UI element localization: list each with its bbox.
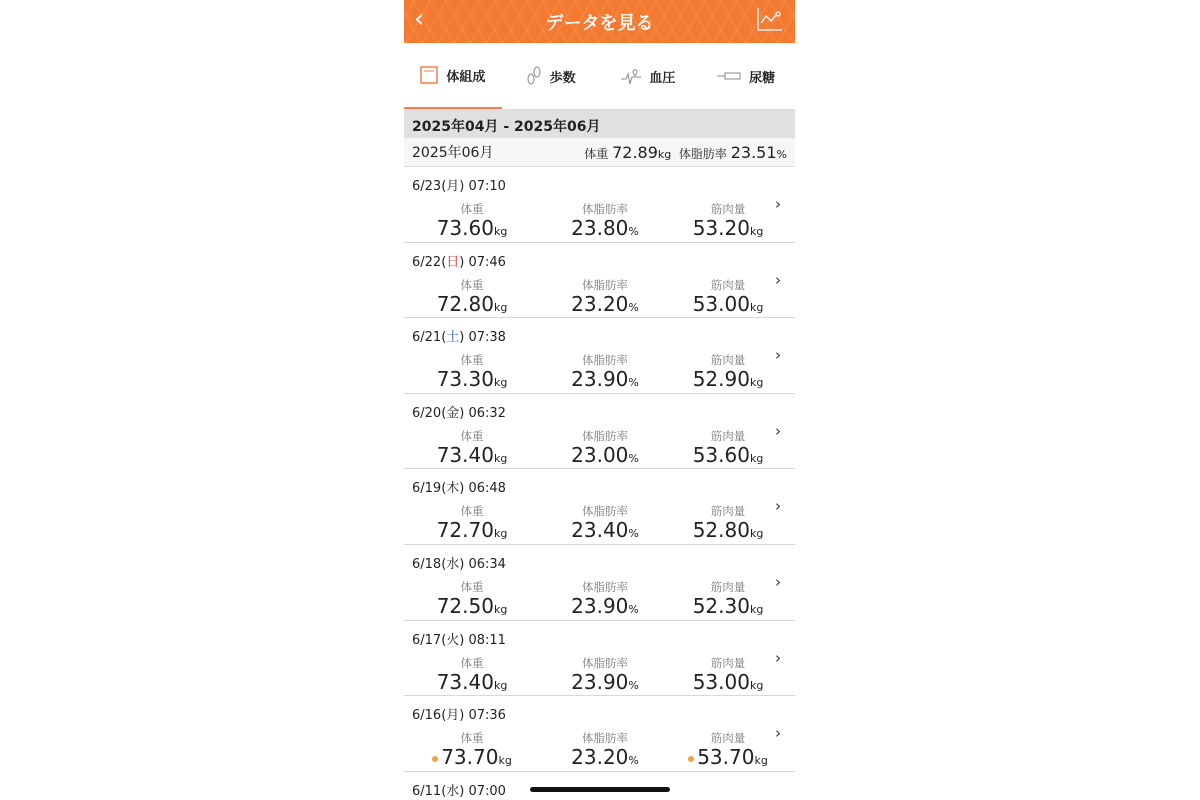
time-text: ) 06:48 (459, 481, 506, 497)
metric-m (668, 277, 788, 319)
unit: kg (749, 376, 764, 390)
list-item[interactable] (404, 772, 795, 798)
graph-icon[interactable] (757, 7, 783, 31)
metric-label: 体脂肪率 (582, 731, 628, 746)
entry-date (412, 326, 506, 345)
entry-date (412, 477, 506, 496)
metric-label: 体重 (460, 428, 484, 443)
metric-label: 体脂肪率 (582, 428, 628, 443)
metric-m (668, 201, 788, 243)
metric-value: 23.90 (571, 367, 629, 392)
list-item[interactable] (404, 318, 795, 394)
metric-w (412, 579, 532, 621)
chevron-right-icon[interactable]: › (775, 421, 781, 440)
weekday: 木 (446, 481, 460, 497)
metric-label: 筋肉量 (710, 202, 746, 216)
avg-fat: 23.51 (730, 142, 777, 162)
metric-value: 23.90 (571, 593, 629, 618)
weekday: 月 (446, 708, 460, 724)
metric-m (668, 579, 788, 621)
metric-value: 73.70 (441, 745, 499, 770)
unit: kg (493, 225, 508, 238)
metric-value: 53.00 (692, 291, 750, 316)
metric-value: 53.00 (692, 669, 750, 694)
metric-value: 23.00 (571, 442, 629, 467)
test-strip-icon (717, 72, 741, 80)
date-text: 6/19( (412, 481, 447, 497)
time-text: ) 07:00 (459, 783, 506, 799)
metric-label: 筋肉量 (710, 655, 746, 670)
list-item[interactable] (404, 545, 795, 621)
date-text: 6/11( (412, 783, 447, 799)
unit: kg (749, 451, 764, 465)
chevron-right-icon[interactable]: › (775, 648, 781, 667)
weekday: 水 (446, 556, 460, 572)
metric-value: 73.60 (436, 216, 494, 240)
metric-value: 53.20 (692, 216, 750, 240)
avg-weight: 72.89 (612, 142, 658, 162)
metric-value: 23.20 (571, 745, 629, 770)
tab-label: 尿糖 (749, 70, 776, 86)
weekday: 日 (446, 254, 460, 270)
metric-label: 体脂肪率 (582, 353, 628, 368)
month-summary (404, 138, 795, 167)
time-text: ) 06:34 (459, 556, 506, 572)
unit: kg (493, 451, 508, 465)
unit: % (628, 300, 639, 314)
metric-value: 23.40 (571, 518, 629, 543)
month-label: 2025年06月 (412, 145, 494, 161)
weekday: 月 (446, 179, 460, 194)
metric-f (545, 201, 665, 243)
metric-label: 筋肉量 (710, 731, 746, 746)
unit: % (628, 451, 639, 465)
fat-label: 体脂肪率 (678, 146, 727, 161)
metric-value: 73.40 (436, 669, 494, 694)
metric-value: 53.60 (692, 442, 750, 467)
metric-m (668, 503, 788, 545)
metric-label: 体脂肪率 (582, 277, 628, 292)
marker-dot (688, 756, 694, 762)
category-tabs (404, 43, 795, 110)
metric-w (412, 503, 532, 545)
scale-icon (420, 66, 438, 84)
metric-value: 53.70 (697, 745, 755, 770)
weekday: 水 (446, 783, 460, 799)
metric-value: 52.90 (692, 367, 750, 392)
date-text: 6/16( (412, 708, 447, 724)
entry-date (412, 553, 506, 572)
metric-label: 筋肉量 (710, 579, 746, 594)
list-item[interactable] (404, 167, 795, 243)
unit: kg (749, 225, 764, 238)
metric-label: 体脂肪率 (582, 655, 628, 670)
measurement-list (404, 167, 795, 798)
chevron-right-icon[interactable]: › (775, 346, 781, 365)
date-text: 6/23( (412, 179, 447, 194)
metric-w (412, 277, 532, 319)
weekday: 土 (446, 330, 460, 346)
back-button[interactable]: ‹ (414, 4, 425, 34)
unit: % (628, 225, 639, 238)
metric-value: 72.70 (436, 518, 494, 543)
metric-label: 体重 (460, 731, 484, 746)
list-item[interactable] (404, 696, 795, 772)
metric-value: 72.80 (436, 291, 494, 316)
metric-f (545, 352, 665, 394)
tab-urine-sugar[interactable] (697, 43, 795, 109)
metric-label: 筋肉量 (710, 428, 746, 443)
metric-value: 73.30 (436, 367, 494, 392)
date-text: 6/21( (412, 330, 447, 346)
page-title: データを見る (545, 13, 654, 34)
unit: % (628, 376, 639, 390)
unit: kg (498, 754, 512, 768)
list-item[interactable] (404, 243, 795, 319)
metric-value: 72.50 (436, 593, 494, 618)
list-item[interactable] (404, 621, 795, 697)
date-text: 6/18( (412, 556, 447, 572)
date-text: 6/22( (412, 254, 447, 270)
footprints-icon (526, 66, 542, 86)
metric-f (545, 655, 665, 697)
metric-f (545, 579, 665, 621)
entry-date (412, 780, 506, 799)
list-item[interactable] (404, 469, 795, 545)
tab-blood-pressure[interactable] (600, 43, 698, 109)
metric-label: 体重 (460, 655, 484, 670)
marker-dot (432, 756, 438, 762)
metric-label: 体重 (460, 504, 484, 519)
metric-f (545, 730, 665, 772)
unit: kg (754, 754, 768, 768)
metric-m (668, 730, 788, 772)
entry-date (412, 704, 506, 723)
metric-m (668, 428, 788, 470)
metric-m (668, 655, 788, 697)
tab-label: 血圧 (649, 70, 676, 86)
chevron-right-icon[interactable]: › (775, 497, 781, 516)
date-text: 6/17( (412, 632, 447, 648)
unit: % (628, 527, 639, 541)
metric-label: 体脂肪率 (582, 504, 628, 519)
entry-date (412, 402, 506, 421)
weekday: 火 (446, 632, 460, 648)
unit: % (776, 147, 787, 161)
metric-label: 筋肉量 (710, 277, 746, 292)
metric-value: 73.40 (436, 442, 494, 467)
metric-w (412, 655, 532, 697)
time-text: ) 06:32 (459, 405, 506, 421)
unit: % (628, 754, 639, 768)
chevron-right-icon[interactable]: › (775, 195, 781, 213)
time-text: ) 07:10 (459, 179, 506, 194)
unit: kg (749, 678, 764, 692)
metric-f (545, 428, 665, 470)
heartbeat-icon (621, 66, 641, 86)
list-item[interactable] (404, 394, 795, 470)
metric-w (412, 352, 532, 394)
unit: kg (493, 376, 508, 390)
tab-label: 歩数 (549, 70, 576, 86)
date-text: 6/20( (412, 405, 447, 421)
metric-f (545, 277, 665, 319)
metric-label: 体脂肪率 (582, 579, 628, 594)
unit: kg (749, 300, 764, 314)
metric-label: 体重 (460, 202, 484, 216)
time-text: ) 07:46 (459, 254, 506, 270)
tab-label: 体組成 (446, 69, 486, 85)
metric-label: 筋肉量 (710, 353, 746, 368)
unit: % (628, 678, 639, 692)
metric-f (545, 503, 665, 545)
metric-value: 52.80 (692, 518, 750, 543)
metric-label: 体脂肪率 (582, 202, 628, 216)
weekday: 金 (446, 405, 460, 421)
unit: kg (493, 678, 508, 692)
header-bar (404, 0, 795, 43)
unit: kg (749, 602, 764, 616)
unit: % (628, 602, 639, 616)
time-text: ) 07:38 (459, 330, 506, 346)
metric-value: 52.30 (692, 593, 750, 618)
entry-date (412, 175, 506, 194)
metric-label: 体重 (460, 277, 484, 292)
time-text: ) 07:36 (459, 708, 506, 724)
chevron-right-icon[interactable]: › (775, 724, 781, 743)
app-screen (404, 0, 795, 798)
metric-value: 23.20 (571, 291, 629, 316)
metric-value: 23.80 (571, 216, 629, 240)
metric-label: 体重 (460, 579, 484, 594)
metric-w (412, 730, 532, 772)
date-range: 2025年04月 - 2025年06月 (404, 110, 795, 138)
unit: kg (493, 602, 508, 616)
home-indicator (530, 787, 670, 792)
weight-label: 体重 (584, 146, 609, 161)
entry-date (412, 251, 506, 270)
metric-m (668, 352, 788, 394)
metric-value: 23.90 (571, 669, 629, 694)
metric-label: 筋肉量 (710, 504, 746, 519)
metric-label: 体重 (460, 353, 484, 368)
unit: kg (749, 527, 764, 541)
unit: kg (493, 527, 508, 541)
chevron-right-icon[interactable]: › (775, 572, 781, 591)
time-text: ) 08:11 (459, 632, 506, 648)
metric-w (412, 201, 532, 243)
metric-w (412, 428, 532, 470)
unit: kg (493, 300, 508, 314)
tab-body-composition[interactable] (404, 43, 502, 109)
unit: kg (657, 147, 672, 161)
entry-date (412, 629, 506, 648)
chevron-right-icon[interactable]: › (775, 270, 781, 289)
tab-steps[interactable] (502, 43, 600, 109)
